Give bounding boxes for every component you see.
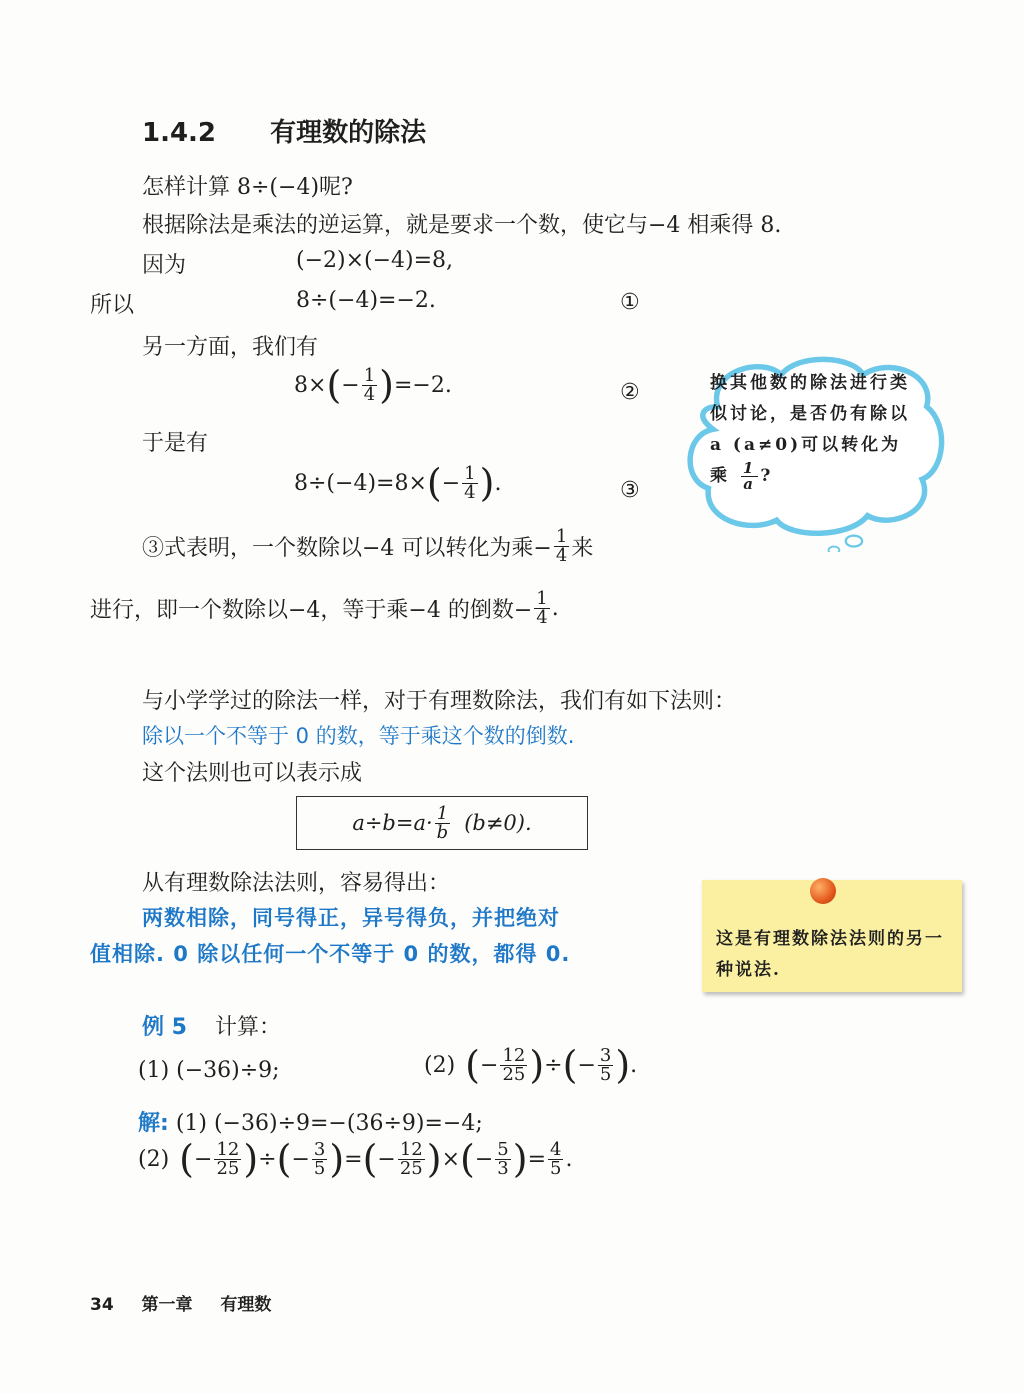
numerator: 3	[599, 1044, 612, 1066]
denominator: 5	[550, 1157, 562, 1179]
numerator: 3	[313, 1138, 326, 1160]
solution-1: (1) (−36)÷9=−(36÷9)=−4;	[175, 1111, 483, 1136]
rule-statement: 除以一个不等于 0 的数，等于乘这个数的倒数.	[142, 724, 575, 748]
denominator: 5	[313, 1157, 326, 1179]
fraction-12-25	[214, 1138, 241, 1179]
numerator: 1	[742, 459, 757, 477]
numerator: 12	[216, 1138, 240, 1160]
chapter-title: 有理数	[220, 1295, 272, 1315]
equation-2	[294, 363, 452, 407]
derive-lead: 从有理数除法法则，容易得出：	[142, 871, 451, 896]
conclusion-text-end: 来	[571, 536, 594, 561]
so-label: 所以	[90, 293, 135, 318]
eq2-right: =−2.	[393, 372, 452, 398]
left-paren: (	[362, 1137, 378, 1181]
fraction-12-25	[500, 1044, 527, 1085]
denominator: 25	[502, 1063, 526, 1085]
derive-rule-line-2: 值相除. 0 除以任何一个不等于 0 的数，都得 0.	[90, 942, 571, 966]
fraction-4-5	[548, 1138, 563, 1179]
right-paren: )	[615, 1043, 631, 1087]
period: .	[630, 1052, 638, 1078]
right-paren: )	[379, 363, 394, 407]
eq2-left: 8×	[294, 372, 327, 398]
left-paren: (	[326, 363, 342, 407]
question-line: 怎样计算 8÷(−4)呢?	[142, 175, 353, 200]
derive-rule-line-1: 两数相除，同号得正，异号得负，并把绝对	[142, 906, 560, 930]
numerator: 1	[464, 462, 476, 484]
period: .	[565, 1146, 573, 1172]
page-number: 34	[90, 1295, 114, 1315]
minus-sign: −	[291, 1146, 310, 1172]
formula-right: (b≠0).	[464, 811, 532, 835]
numerator: 5	[497, 1138, 509, 1160]
right-paren: )	[329, 1137, 345, 1181]
fraction-one-quarter	[362, 364, 377, 405]
denominator: 4	[464, 481, 476, 503]
fraction-one-quarter	[534, 590, 549, 627]
because-label: 因为	[142, 253, 187, 278]
numerator: 1	[436, 802, 449, 824]
right-paren: )	[243, 1137, 259, 1181]
left-paren: (	[426, 461, 442, 505]
fraction-one-over-b	[435, 802, 451, 843]
minus-sign: −	[194, 1146, 213, 1172]
denominator: 5	[599, 1063, 612, 1085]
period: .	[551, 596, 559, 621]
left-paren: (	[276, 1137, 292, 1181]
divide-sign: ÷	[258, 1146, 277, 1172]
minus-sign: −	[577, 1052, 596, 1078]
minus-sign: −	[341, 372, 360, 398]
fraction-3-5	[312, 1138, 327, 1179]
right-paren: )	[512, 1137, 528, 1181]
times-sign: ×	[441, 1146, 461, 1172]
example-problem-1: (1) (−36)÷9;	[138, 1058, 280, 1083]
equation-mark-3: ③	[620, 478, 640, 503]
numerator: 12	[399, 1138, 423, 1160]
denominator: 3	[497, 1157, 509, 1179]
fraction-5-3	[495, 1138, 510, 1179]
example-problem-2	[424, 1043, 638, 1087]
denominator: a	[743, 475, 756, 493]
equation-3	[294, 461, 502, 505]
right-paren: )	[479, 461, 495, 505]
fraction-3-5	[598, 1044, 613, 1085]
solution-line-2	[138, 1137, 573, 1181]
example-task: 计算：	[214, 1015, 281, 1040]
right-paren: )	[529, 1043, 545, 1087]
minus-sign: −	[377, 1146, 396, 1172]
example-heading	[142, 1010, 281, 1041]
solution-label: 解:	[138, 1111, 169, 1136]
left-paren: (	[562, 1043, 578, 1087]
denominator: 4	[363, 383, 376, 405]
other-hand-line: 另一方面，我们有	[142, 335, 319, 360]
cloud-question: 换其他数的除法进行类似讨论，是否仍有除以 a (a≠0)可以转化为乘	[710, 373, 910, 486]
numerator: 1	[363, 364, 376, 386]
section-number: 1.4.2	[142, 118, 217, 148]
numerator: 1	[555, 526, 568, 547]
cloud-text	[710, 368, 910, 492]
equation-mark-1: ①	[620, 290, 640, 315]
conclusion-text: ③式表明，一个数除以−4 可以转化为乘−	[142, 536, 552, 561]
fraction-12-25	[398, 1138, 425, 1179]
section-title: 有理数的除法	[270, 118, 427, 148]
solution-2-label: (2)	[138, 1146, 170, 1172]
denominator: 25	[399, 1157, 423, 1179]
denominator: 25	[216, 1157, 240, 1179]
minus-sign: −	[474, 1146, 494, 1172]
so-equation: 8÷(−4)=−2.	[296, 288, 436, 313]
conclusion-line-1	[142, 528, 593, 565]
formula-left: a÷b=a·	[352, 811, 433, 835]
chapter-label: 第一章	[141, 1295, 193, 1315]
right-paren: )	[426, 1137, 442, 1181]
denominator: 4	[536, 607, 548, 628]
left-paren: (	[460, 1137, 475, 1181]
conclusion-line-2	[90, 590, 559, 627]
numerator: 12	[502, 1044, 526, 1066]
conclusion-text: 进行，即一个数除以−4，等于乘−4 的倒数−	[90, 598, 533, 623]
solution-line-1	[138, 1106, 483, 1137]
left-paren: (	[465, 1043, 480, 1087]
formula-box	[296, 796, 588, 850]
fraction-one-quarter	[462, 462, 477, 503]
divide-sign: ÷	[544, 1052, 563, 1078]
equals-sign: =	[527, 1146, 547, 1172]
note-text: 这是有理数除法法则的另一种说法.	[716, 929, 944, 980]
rule-lead: 与小学学过的除法一样，对于有理数除法，我们有如下法则：	[142, 689, 737, 714]
section-heading	[142, 112, 426, 149]
numerator: 4	[550, 1138, 562, 1160]
left-paren: (	[179, 1137, 194, 1181]
pushpin-icon	[810, 878, 836, 904]
thus-line: 于是有	[142, 431, 209, 456]
explain-line: 根据除法是乘法的逆运算，就是要求一个数，使它与−4 相乘得 8.	[142, 213, 782, 238]
eq3-left: 8÷(−4)=8×	[294, 470, 427, 496]
denominator: 4	[555, 545, 568, 566]
page-footer	[90, 1290, 271, 1315]
rule-express: 这个法则也可以表示成	[142, 761, 363, 786]
because-equation: (−2)×(−4)=8,	[296, 248, 454, 273]
question-mark: ?	[760, 466, 774, 486]
minus-sign: −	[441, 470, 461, 496]
numerator: 1	[536, 588, 548, 609]
fraction-one-quarter	[554, 528, 569, 565]
example-label: 例 5	[142, 1015, 187, 1040]
equals-sign: =	[344, 1146, 363, 1172]
problem-label: (2)	[424, 1052, 456, 1078]
minus-sign: −	[480, 1052, 499, 1078]
fraction-one-over-a	[741, 461, 758, 492]
eq3-right: .	[494, 470, 502, 496]
denominator: b	[436, 821, 449, 843]
equation-mark-2: ②	[620, 380, 640, 405]
